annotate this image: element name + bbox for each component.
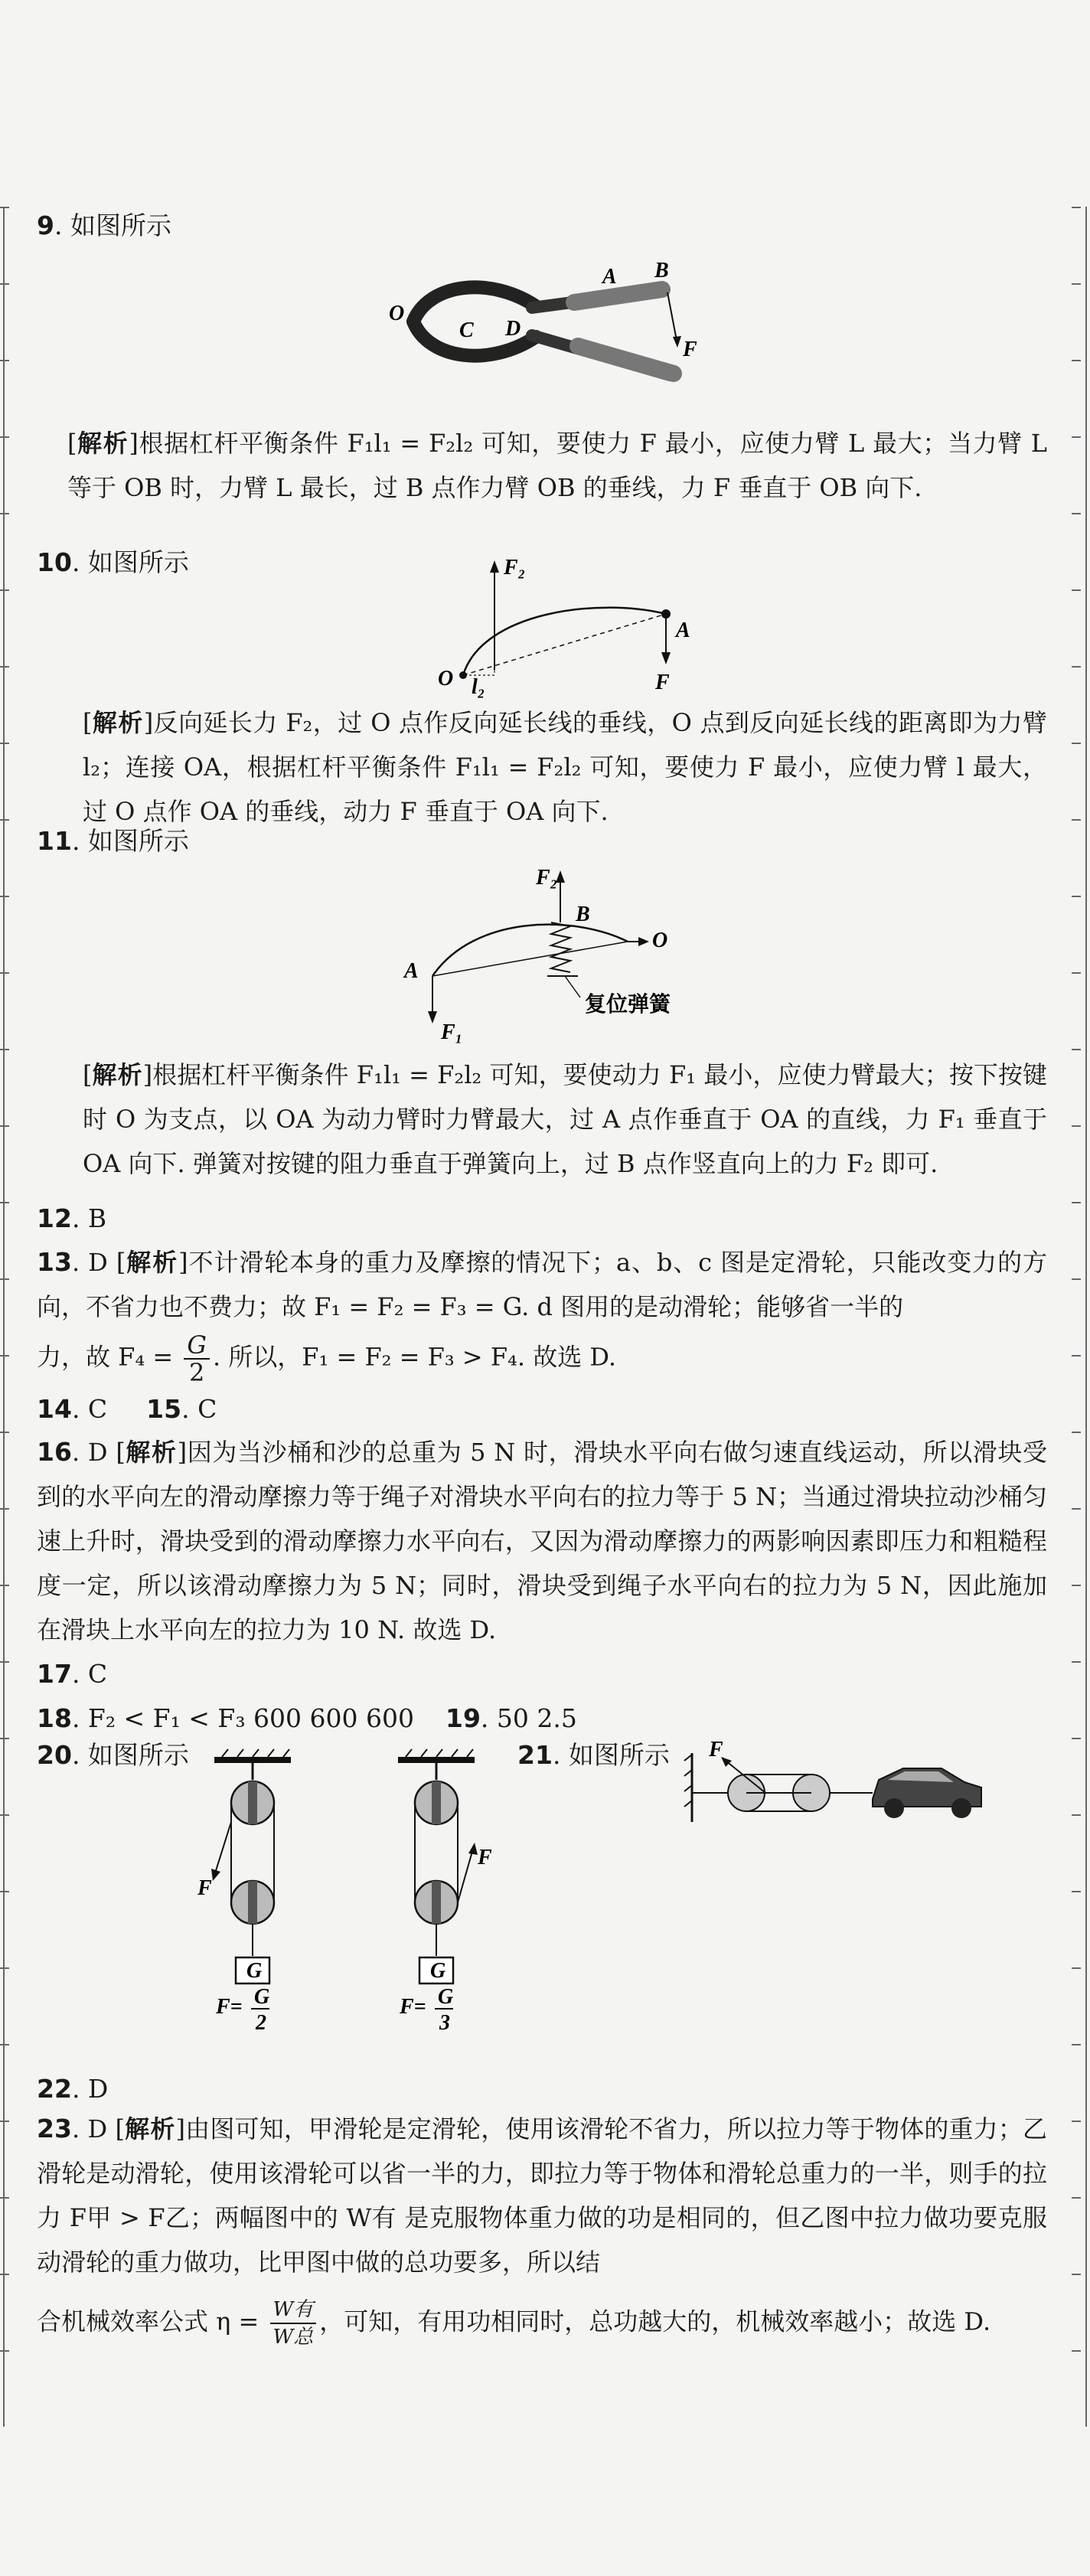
q23-exp-1: 由图可知，甲滑轮是定滑轮，使用该滑轮不省力，所以拉力等于物体的重力；乙滑轮是动滑轮，使用该滑轮可以省一半的力，即拉力等于物体和滑轮总重力的一半，则手的拉力 F甲 > F乙；两幅图中的 W有 是克服物体重力做的功是相同的，但乙图中拉力做功要克服动滑轮的重力做功，比甲图中做的总功要多，所以结 — [37, 2114, 1048, 2277]
pliers-label-B: B — [654, 259, 669, 282]
edge-tick — [1072, 1585, 1081, 1586]
left-binding-edge — [3, 207, 15, 2427]
q23-answer: . D — [71, 2114, 108, 2143]
pulley2-label-F: F — [478, 1846, 492, 1869]
lever10-label-A: A — [676, 619, 690, 642]
edge-tick — [1072, 2350, 1081, 2352]
q17-number: 17 — [37, 1659, 72, 1689]
edge-tick — [0, 2121, 9, 2122]
q16-tag: 解析 — [125, 1438, 178, 1467]
q10-heading — [37, 540, 189, 585]
pulley-figures-20 — [184, 1749, 536, 2040]
q20-number: 20 — [37, 1740, 72, 1770]
q9-text: . 如图所示 — [54, 211, 171, 240]
edge-tick — [1072, 743, 1081, 744]
pulley1-label-F: F — [197, 1876, 212, 1900]
edge-tick — [0, 589, 9, 591]
q13-frac-den: 2 — [188, 1358, 205, 1387]
edge-tick — [1072, 972, 1081, 974]
q22-heading — [37, 2067, 108, 2111]
key11-label-F2: F₂ — [536, 866, 558, 890]
edge-tick — [0, 743, 9, 744]
edge-tick — [1072, 436, 1081, 438]
edge-tick — [1072, 1661, 1081, 1663]
edge-tick — [0, 2350, 9, 2352]
q21-number: 21 — [517, 1740, 553, 1770]
edge-tick — [0, 1585, 9, 1586]
q11-explanation: [解析]根据杠杆平衡条件 F₁l₁ = F₂l₂ 可知，要使动力 F₁ 最小，应使力臂最大；按下按键时 O 为支点，以 OA 为动力臂时力臂最大，过 A 点作垂直于 OA 的直线，力 F₁ 垂直于 OA 向下. 弹簧对按键的阻力垂直于弹簧向上，过 B 点作竖直向上的力 F₂ 即可. — [83, 1060, 1047, 1178]
edge-tick — [0, 1049, 9, 1050]
edge-tick — [1072, 1125, 1081, 1127]
edge-tick — [0, 1355, 9, 1357]
pulley1-frac-num: G — [254, 1985, 270, 2009]
q11-exp-text: 根据杠杆平衡条件 F₁l₁ = F₂l₂ 可知，要使动力 F₁ 最小，应使力臂最大；按下按键时 O 为支点，以 OA 为动力臂时力臂最大，过 A 点作垂直于 OA 的直线，力 F₁ 垂直于 OA 向下. 弹簧对按键的阻力垂直于弹簧向上，过 B 点作竖直向上的力 F₂ 即可. — [83, 1060, 1047, 1178]
q9-heading — [37, 204, 171, 248]
key11-label-B: B — [576, 903, 590, 926]
q13-number: 13 — [37, 1247, 72, 1277]
edge-tick — [1072, 896, 1081, 897]
pulley2-label-G: G — [430, 1959, 446, 1983]
car-pulley-figure-21 — [681, 1738, 987, 1837]
q16-answer: . D — [71, 1438, 108, 1467]
q19-text: . 50 2.5 — [480, 1703, 577, 1733]
edge-tick — [1072, 360, 1081, 361]
edge-tick — [0, 207, 9, 208]
q17-heading — [37, 1652, 107, 1696]
edge-tick — [1072, 1891, 1081, 1892]
edge-tick — [0, 1278, 9, 1280]
pulley2-frac-den: 3 — [439, 2011, 450, 2035]
q14-q15-line — [37, 1387, 217, 1432]
edge-tick — [1072, 513, 1081, 514]
pliers-label-C: C — [459, 318, 474, 342]
q12-number: 12 — [37, 1203, 72, 1233]
q12-heading — [37, 1197, 106, 1241]
q16-number: 16 — [37, 1437, 72, 1467]
q13-line-3 — [37, 1332, 616, 1386]
q13-tag: 解析 — [126, 1248, 179, 1277]
q21-text: . 如图所示 — [552, 1740, 670, 1770]
edge-tick — [1072, 2274, 1081, 2275]
q10-exp-text: 反向延长力 F₂，过 O 点作反向延长线的垂线，O 点到反向延长线的距离即为力臂 l₂；连接 OA，根据杠杆平衡条件 F₁l₁ = F₂l₂ 可知，要使力 F 最小，应使力臂 l 最大，过 O 点作 OA 的垂线，动力 F 垂直于 OA 向下. — [83, 708, 1047, 826]
car21-label-F: F — [709, 1738, 723, 1761]
q22-number: 22 — [37, 2074, 72, 2104]
q13-answer: . D — [71, 1248, 108, 1277]
edge-tick — [0, 896, 9, 897]
q9-explanation: [解析]根据杠杆平衡条件 F₁l₁ = F₂l₂ 可知，要使力 F 最小，应使力臂 L 最大；当力臂 L 等于 OB 时，力臂 L 最长，过 B 点作力臂 OB 的垂线，力 F 垂直于 OB 向下. — [67, 429, 1047, 502]
pulley-system-third — [398, 1749, 492, 2035]
key-figure-11 — [398, 861, 720, 1053]
q13-block: 13. D [解析]不计滑轮本身的重力及摩擦的情况下；a、b、c 图是定滑轮，只能改变力的方向，不省力也不费力；故 F₁ = F₂ = F₃ = G. d 图用的是动滑轮；能够省一半的 — [37, 1247, 1047, 1321]
pliers-label-D: D — [505, 317, 521, 341]
edge-tick — [1072, 1355, 1081, 1357]
q13-fraction — [184, 1332, 210, 1386]
lever10-label-F: F — [655, 671, 670, 694]
edge-tick — [1072, 1278, 1081, 1280]
edge-tick — [0, 1661, 9, 1663]
key11-label-A: A — [404, 959, 419, 983]
q23-exp-2b: ，可知，有用功相同时，总功越大的，机械效率越小；故选 D. — [319, 2307, 991, 2336]
edge-tick — [1072, 1202, 1081, 1203]
pulley2-frac-num: G — [438, 1985, 454, 2009]
edge-tick — [0, 1508, 9, 1510]
edge-tick — [0, 360, 9, 361]
edge-tick — [0, 1202, 9, 1203]
q13-exp-2a: 力，故 F₄ = — [37, 1342, 174, 1372]
edge-tick — [1072, 1508, 1081, 1510]
q18-text: . F₂ < F₁ < F₃ 600 600 600 — [71, 1703, 414, 1733]
edge-tick — [1072, 1738, 1081, 1739]
edge-tick — [1072, 1432, 1081, 1433]
q9-exp-text: 根据杠杆平衡条件 F₁l₁ = F₂l₂ 可知，要使力 F 最小，应使力臂 L 最大；当力臂 L 等于 OB 时，力臂 L 最长，过 B 点作力臂 OB 的垂线，力 F 垂直于 OB 向下. — [67, 429, 1047, 502]
q17-text: . C — [71, 1659, 108, 1689]
q23-fraction — [270, 2297, 317, 2350]
q18-number: 18 — [37, 1703, 72, 1733]
q11-heading — [37, 819, 189, 864]
edge-tick — [0, 819, 9, 821]
pliers-figure — [383, 259, 697, 406]
lever-figure-10 — [421, 551, 712, 697]
edge-tick — [0, 1814, 9, 1816]
q20-heading — [37, 1733, 189, 1778]
q9-tag: 解析 — [77, 429, 129, 458]
edge-tick — [0, 513, 9, 514]
q22-text: . D — [71, 2074, 109, 2104]
q21-heading — [517, 1733, 670, 1778]
lever10-label-F2: F₂ — [504, 556, 526, 580]
pulley2-formula-lhs: F= — [400, 1995, 426, 2019]
edge-tick — [0, 2197, 9, 2199]
edge-tick — [1072, 2197, 1081, 2199]
q14-text: . C — [71, 1394, 108, 1424]
q23-block: 23. D [解析]由图可知，甲滑轮是定滑轮，使用该滑轮不省力，所以拉力等于物体的重力；乙滑轮是动滑轮，使用该滑轮可以省一半的力，即拉力等于物体和滑轮总重力的一半，则手的拉力 F甲 > F乙；两幅图中的 W有 是克服物体重力做的功是相同的，但乙图中拉力做功要克服动滑轮的重力做功，比甲图中做的总功要多，所以结 — [37, 2114, 1048, 2277]
edge-tick — [1072, 589, 1081, 591]
edge-tick — [0, 1891, 9, 1892]
q15-number: 15 — [146, 1394, 182, 1424]
pliers-label-F: F — [683, 338, 697, 361]
q11-text: . 如图所示 — [71, 826, 189, 856]
edge-tick — [0, 2274, 9, 2275]
key11-label-O: O — [652, 929, 668, 952]
q10-explanation: [解析]反向延长力 F₂，过 O 点作反向延长线的垂线，O 点到反向延长线的距离即为力臂 l₂；连接 OA，根据杠杆平衡条件 F₁l₁ = F₂l₂ 可知，要使力 F 最小，应使力臂 l 最大，过 O 点作 OA 的垂线，动力 F 垂直于 OA 向下. — [83, 708, 1047, 826]
edge-tick — [1072, 1049, 1081, 1050]
q16-exp-text: 因为当沙桶和沙的总重为 5 N 时，滑块水平向右做匀速直线运动，所以滑块受到的水平向左的滑动摩擦力等于绳子对滑块水平向右的拉力等于 5 N；当通过滑块拉动沙桶匀速上升时，滑块受到的滑动摩擦力水平向右，又因为滑动摩擦力的两影响因素即压力和粗糙程度一定，所以该滑动摩擦力为 5 N；同时，滑块受到绳子水平向右的拉力为 5 N，因此施加在滑块上水平向左的拉力为 10 N. 故选 D. — [37, 1438, 1047, 1644]
q13-exp-2b: . 所以，F₁ = F₂ = F₃ > F₄. 故选 D. — [212, 1342, 617, 1372]
edge-tick — [0, 1738, 9, 1739]
edge-tick — [0, 1125, 9, 1127]
pliers-label-O: O — [389, 302, 405, 325]
key11-label-F1: F₁ — [441, 1020, 463, 1044]
lever10-label-l2: l₂ — [472, 675, 485, 699]
edge-tick — [1072, 1967, 1081, 1969]
edge-tick — [0, 666, 9, 668]
edge-tick — [1072, 207, 1081, 208]
edge-tick — [1072, 2044, 1081, 2045]
right-binding-edge — [1075, 207, 1087, 2427]
key11-spring-label: 复位弹簧 — [585, 991, 671, 1017]
q23-number: 23 — [37, 2114, 72, 2143]
q16-block: 16. D [解析]因为当沙桶和沙的总重为 5 N 时，滑块水平向右做匀速直线运动，所以滑块受到的水平向左的滑动摩擦力等于绳子对滑块水平向右的拉力等于 5 N；当通过滑块拉动沙桶匀速上升时，滑块受到的滑动摩擦力水平向右，又因为滑动摩擦力的两影响因素即压力和粗糙程度一定，所以该滑动摩擦力为 5 N；同时，滑块受到绳子水平向右的拉力为 5 N，因此施加在滑块上水平向左的拉力为 10 N. 故选 D. — [37, 1437, 1047, 1644]
edge-tick — [1072, 819, 1081, 821]
q12-text: . B — [71, 1203, 107, 1233]
edge-tick — [0, 283, 9, 285]
q13-frac-num: G — [184, 1332, 210, 1360]
q10-text: . 如图所示 — [71, 547, 189, 577]
pulley-system-half — [197, 1749, 291, 2035]
edge-tick — [0, 972, 9, 974]
q10-tag: 解析 — [92, 708, 144, 737]
pulley1-formula-lhs: F= — [216, 1995, 243, 2019]
pliers-label-A: A — [602, 265, 617, 289]
pulley1-frac-den: 2 — [256, 2011, 266, 2035]
q11-number: 11 — [37, 826, 72, 856]
edge-tick — [0, 1967, 9, 1969]
q20-text: . 如图所示 — [71, 1740, 189, 1770]
q23-frac-den: W总 — [272, 2326, 314, 2349]
q9-number: 9 — [37, 211, 54, 240]
edge-tick — [0, 2044, 9, 2045]
q19-number: 19 — [445, 1703, 481, 1733]
q10-number: 10 — [37, 547, 72, 577]
edge-tick — [0, 1432, 9, 1433]
edge-tick — [1072, 283, 1081, 285]
q23-frac-num: W有 — [270, 2297, 317, 2324]
q23-line-last — [37, 2297, 1047, 2350]
q23-tag: 解析 — [124, 2114, 176, 2143]
edge-tick — [1072, 2121, 1081, 2122]
q11-tag: 解析 — [92, 1060, 143, 1089]
pulley1-label-G: G — [246, 1959, 263, 1983]
q23-exp-2a: 合机械效率公式 η = — [37, 2307, 259, 2336]
q15-text: . C — [181, 1394, 217, 1424]
edge-tick — [1072, 666, 1081, 668]
q13-exp-1: 不计滑轮本身的重力及摩擦的情况下；a、b、c 图是定滑轮，只能改变力的方向，不省力也不费力；故 F₁ = F₂ = F₃ = G. d 图用的是动滑轮；能够省一半的 — [37, 1248, 1047, 1321]
lever10-label-O: O — [438, 667, 454, 691]
q14-number: 14 — [37, 1394, 72, 1424]
edge-tick — [0, 436, 9, 438]
edge-tick — [1072, 1814, 1081, 1816]
